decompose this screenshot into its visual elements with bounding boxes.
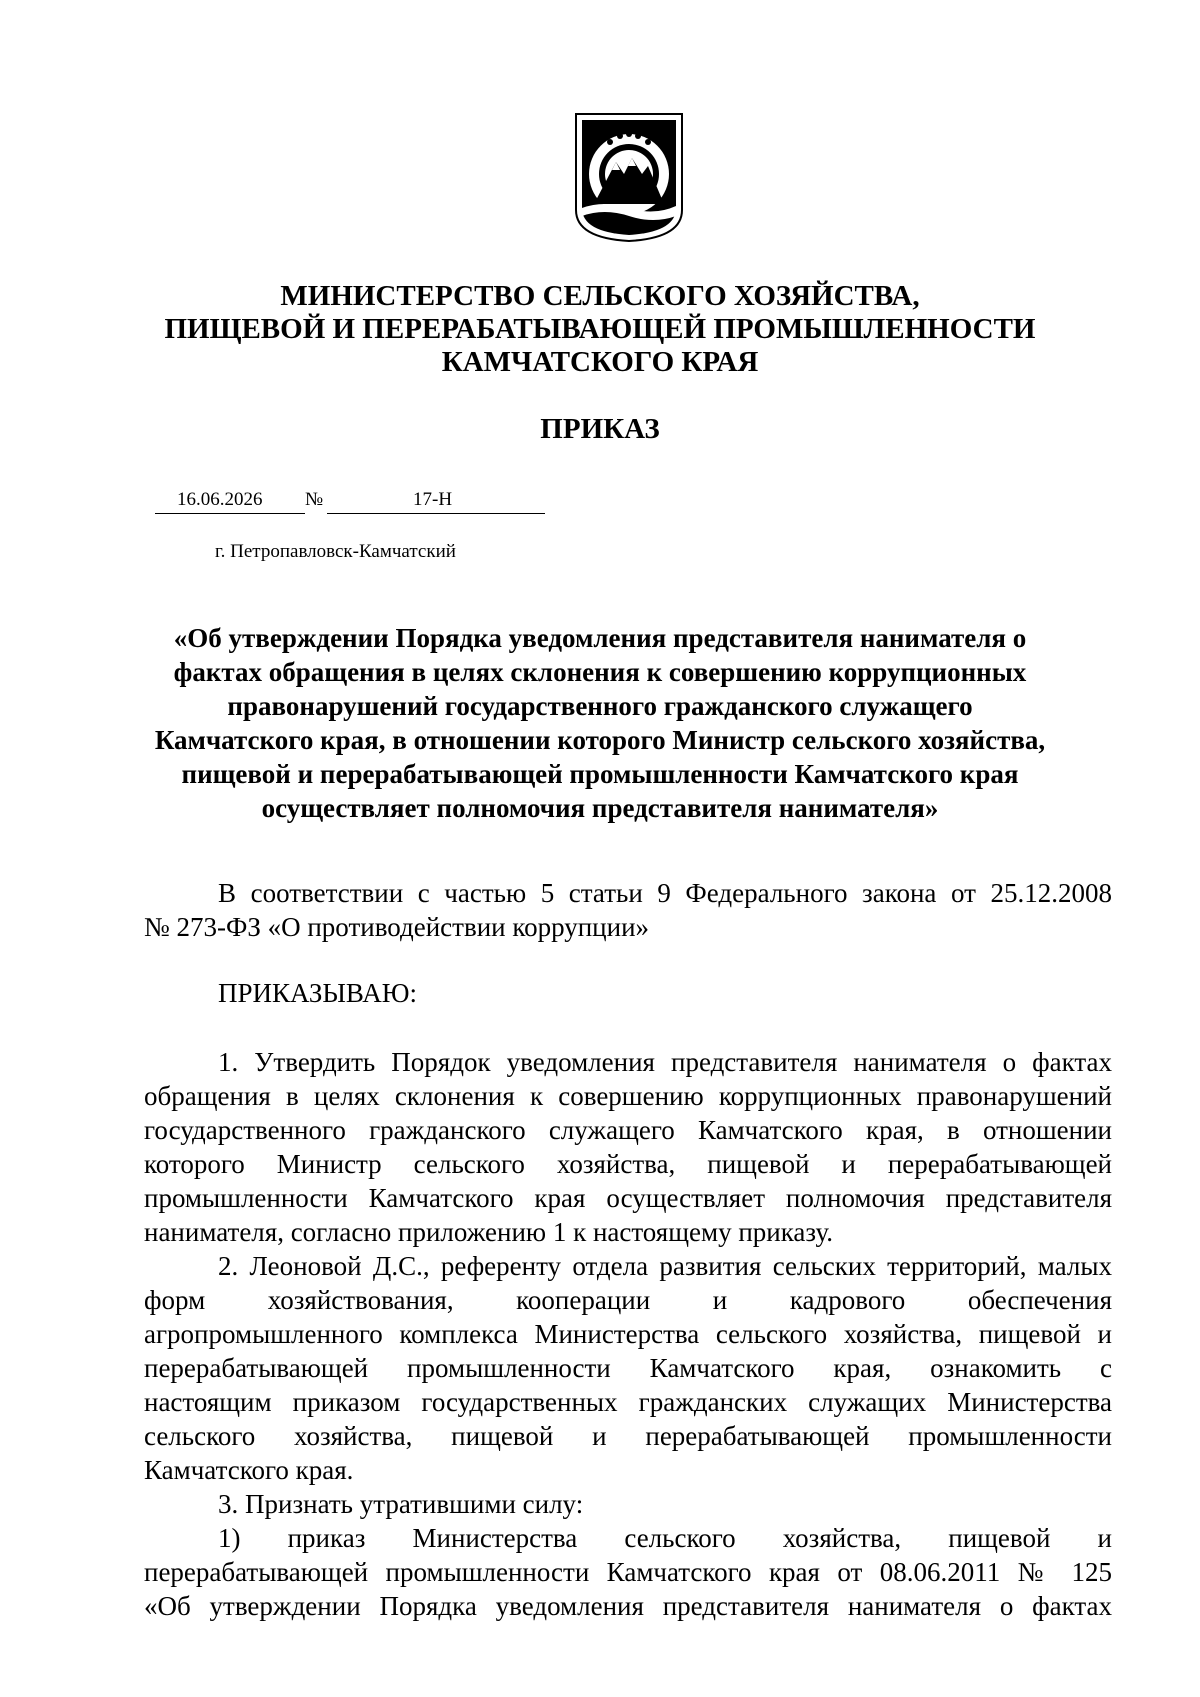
title-line: «Об утверждении Порядка уведомления представителя нанимателя о	[173, 623, 1027, 653]
item2-line: перерабатывающей промышленности Камчатского края, ознакомить с	[144, 1353, 1112, 1383]
item3-line: 3. Признать утратившими силу:	[218, 1489, 584, 1519]
number-sign: №	[305, 489, 324, 510]
document-type: ПРИКАЗ	[540, 413, 660, 445]
item2-line: агропромышленного комплекса Министерства сельского хозяйства, пищевой и	[144, 1319, 1112, 1349]
item3-sub-line: «Об утверждении Порядка уведомления представителя нанимателя о фактах	[144, 1591, 1112, 1621]
item3-sub-line: 1) приказ Министерства сельского хозяйства, пищевой и	[218, 1523, 1112, 1553]
item1-line: обращения в целях склонения к совершению коррупционных правонарушений	[144, 1081, 1112, 1111]
item3-sub-line: перерабатывающей промышленности Камчатского края от 08.06.2011 № 125	[144, 1557, 1112, 1587]
title-line: фактах обращения в целях склонения к совершению коррупционных	[173, 657, 1027, 687]
preamble-line: В соответствии с частью 5 статьи 9 Федерального закона от 25.12.2008	[218, 878, 1112, 908]
order-number: 17-Н	[413, 489, 453, 510]
item1-line: нанимателя, согласно приложению 1 к настоящему приказу.	[144, 1217, 834, 1247]
item2-line: сельского хозяйства, пищевой и перерабатывающей промышленности	[144, 1421, 1112, 1451]
ministry-line: ПИЩЕВОЙ И ПЕРЕРАБАТЫВАЮЩЕЙ ПРОМЫШЛЕННОСТИ	[164, 313, 1036, 345]
city: г. Петропавловск-Камчатский	[215, 541, 456, 562]
title-line: осуществляет полномочия представителя нанимателя»	[261, 793, 939, 823]
item1-line: которого Министр сельского хозяйства, пищевой и перерабатывающей	[144, 1149, 1112, 1179]
date-underline	[155, 513, 305, 514]
ministry-name	[100, 280, 1100, 379]
preamble-line: № 273-ФЗ «О противодействии коррупции»	[144, 912, 650, 942]
title-line: пищевой и перерабатывающей промышленности Камчатского края	[181, 759, 1019, 789]
ministry-line: МИНИСТЕРСТВО СЕЛЬСКОГО ХОЗЯЙСТВА,	[280, 280, 920, 312]
preamble	[144, 876, 1112, 944]
coat-of-arms-icon	[574, 112, 684, 243]
order-word-block	[144, 976, 1112, 1010]
item2-line: настоящим приказом государственных гражданских служащих Министерства	[144, 1387, 1112, 1417]
order-word: ПРИКАЗЫВАЮ:	[218, 978, 417, 1008]
item1-line: государственного гражданского служащего Камчатского края, в отношении	[144, 1115, 1112, 1145]
order-date: 16.06.2026	[177, 489, 263, 510]
item1-line: промышленности Камчатского края осуществляет полномочия представителя	[144, 1183, 1112, 1213]
order-items	[144, 1045, 1112, 1623]
item2-line: форм хозяйствования, кооперации и кадрового обеспечения	[144, 1285, 1112, 1315]
title-line: правонарушений государственного гражданского служащего	[227, 691, 973, 721]
title-line: Камчатского края, в отношении которого Министр сельского хозяйства,	[154, 725, 1046, 755]
item2-line: Камчатского края.	[144, 1455, 354, 1485]
item2-line: 2. Леоновой Д.С., референту отдела развития сельских территорий, малых	[218, 1251, 1112, 1281]
number-underline	[327, 513, 545, 514]
ministry-line: КАМЧАТСКОГО КРАЯ	[441, 346, 759, 378]
item1-line: 1. Утвердить Порядок уведомления представителя нанимателя о фактах	[218, 1047, 1112, 1077]
order-title	[100, 621, 1100, 825]
